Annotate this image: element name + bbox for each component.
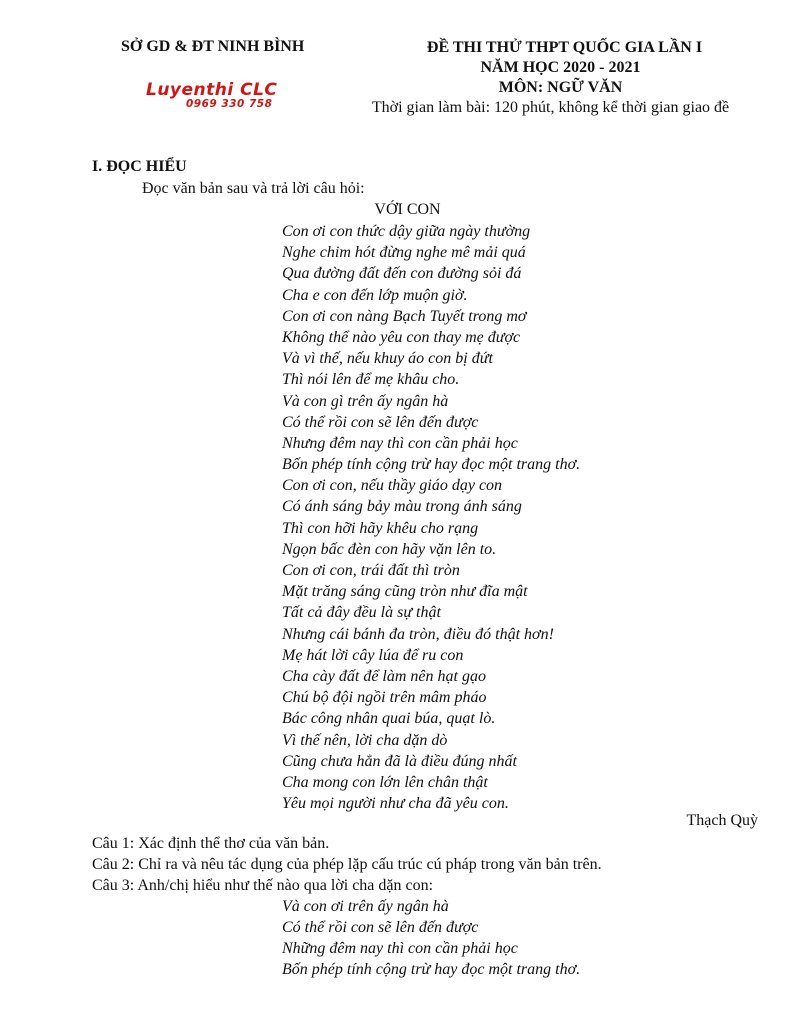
poem-line: Không thể nào yêu con thay mẹ được — [282, 328, 521, 346]
time-limit: Thời gian làm bài: 120 phút, không kể thời gian giao đề — [371, 99, 730, 116]
school-department: SỞ GD & ĐT NINH BÌNH — [121, 38, 305, 55]
quote-line: Bốn phép tính cộng trừ hay đọc một trang thơ. — [282, 961, 581, 978]
question-1: Câu 1: Xác định thể thơ của văn bản. — [92, 835, 330, 852]
poem-line: Chú bộ đội ngồi trên mâm pháo — [282, 689, 487, 707]
poem-line: Có ánh sáng bảy màu trong ánh sáng — [282, 498, 522, 516]
poem-line: Thì con hỡi hãy khêu cho rạng — [282, 519, 479, 537]
poem-line: Con ơi con, nếu thầy giáo dạy con — [282, 477, 503, 495]
poem-line: Bốn phép tính cộng trừ hay đọc một trang thơ. — [282, 456, 581, 474]
poem-body — [282, 221, 580, 814]
poem-line: Ngọn bấc đèn con hãy vặn lên to. — [282, 540, 497, 558]
poem-line: Cũng chưa hẳn đã là điều đúng nhất — [282, 752, 517, 770]
quote-line: Có thể rồi con sẽ lên đến được — [282, 919, 479, 936]
poem-line: Con ơi con, trái đất thì tròn — [282, 562, 460, 579]
poem-line: Yêu mọi người như cha đã yêu con. — [282, 795, 509, 813]
poem-line: Nghe chim hót đừng nghe mê mải quá — [282, 244, 526, 262]
poem-line: Thì nói lên để mẹ khâu cho. — [282, 371, 460, 389]
quote-line: Và con ơi trên ấy ngân hà — [282, 898, 449, 915]
poem-line: Cha e con đến lớp muộn giờ. — [282, 286, 468, 304]
poem-line: Bác công nhân quai búa, quạt lò. — [282, 710, 496, 728]
quoted-excerpt — [282, 896, 580, 980]
brand-phone: 0969 330 758 — [186, 98, 273, 110]
poem-line: Vì thế nên, lời cha dặn dò — [282, 731, 448, 749]
poem-line: Qua đường đất đến con đường sỏi đá — [282, 265, 522, 283]
poem-line: Mặt trăng sáng cũng tròn như đĩa mật — [282, 583, 528, 601]
school-year: NĂM HỌC 2020 - 2021 — [480, 59, 641, 76]
poem-line: Mẹ hát lời cây lúa để ru con — [282, 646, 464, 664]
brand-name: Luyenthi CLC — [146, 80, 278, 100]
poem-line: Cha cày đất để làm nên hạt gạo — [282, 667, 486, 685]
poem-line: Tất cả đây đều là sự thật — [282, 604, 441, 622]
poem-line: Và vì thế, nếu khuy áo con bị đứt — [282, 350, 493, 368]
poem-author: Thạch Quỳ — [686, 812, 758, 829]
subject: MÔN: NGỮ VĂN — [498, 79, 623, 96]
poem-line: Và con gì trên ấy ngân hà — [282, 392, 449, 410]
exam-header — [371, 38, 733, 118]
poem-line: Nhưng cái bánh đa tròn, điều đó thật hơn! — [282, 625, 554, 643]
poem-line: Cha mong con lớn lên chân thật — [282, 773, 488, 791]
question-3: Câu 3: Anh/chị hiểu như thế nào qua lời cha dặn con: — [92, 877, 434, 894]
poem-title: VỚI CON — [374, 201, 441, 218]
poem-line: Có thể rồi con sẽ lên đến được — [282, 413, 479, 431]
section-title: I. ĐỌC HIỂU — [92, 158, 187, 175]
brand-logo — [146, 80, 277, 110]
exam-title: ĐỀ THI THỬ THPT QUỐC GIA LẦN I — [426, 39, 703, 56]
section-intro: Đọc văn bản sau và trả lời câu hỏi: — [142, 180, 365, 197]
poem-line: Con ơi con thức dậy giữa ngày thường — [282, 223, 531, 240]
question-2: Câu 2: Chỉ ra và nêu tác dụng của phép lặp cấu trúc cú pháp trong văn bản trên. — [92, 856, 602, 873]
quote-line: Những đêm nay thì con cần phải học — [282, 940, 518, 957]
poem-line: Nhưng đêm nay thì con cần phải học — [282, 434, 518, 452]
poem-line: Con ơi con nàng Bạch Tuyết trong mơ — [282, 307, 527, 325]
question-list — [92, 833, 602, 896]
